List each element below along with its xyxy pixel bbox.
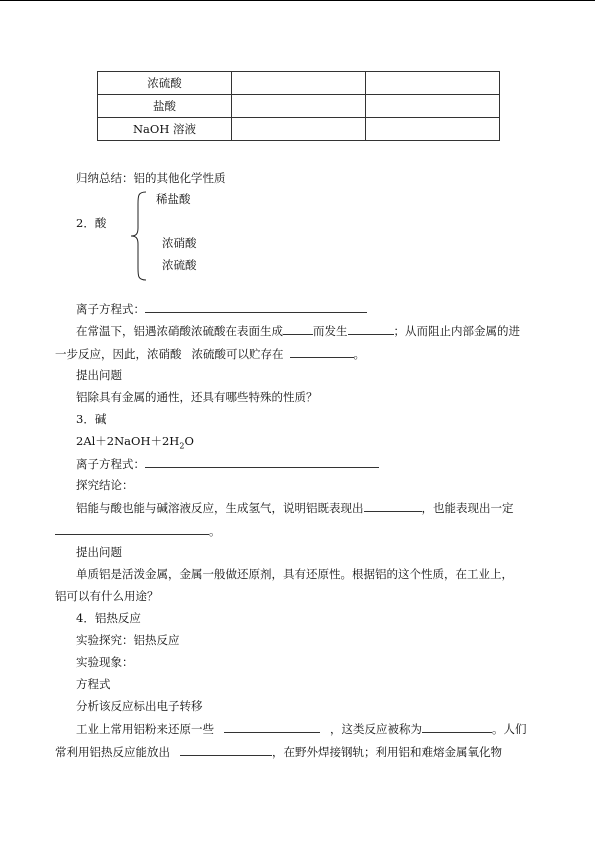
question-title: 提出问题 — [76, 545, 122, 559]
answer-blank — [422, 720, 492, 733]
text-segment: 而发生 — [313, 324, 348, 338]
text-segment: 工业上常用铝粉来还原一些 — [76, 722, 214, 736]
ion-equation-label: 离子方程式： — [76, 457, 145, 471]
paragraph-line — [76, 499, 514, 516]
text-segment: ；从而阻止内部金属的进 — [393, 324, 520, 338]
curly-brace-icon — [128, 190, 148, 282]
text-segment: O — [184, 434, 194, 448]
text-segment: 浓硫酸可以贮存在 — [191, 347, 284, 361]
table-cell — [232, 72, 366, 95]
table-cell — [366, 95, 500, 118]
table-row — [98, 95, 500, 118]
ion-equation-line-1 — [76, 300, 367, 317]
analysis-text: 分析该反应标出电子转移 — [76, 699, 203, 713]
table-cell — [232, 95, 366, 118]
table-cell — [366, 118, 500, 141]
text-segment: 铝能与酸也能与碱溶液反应，生成氢气，说明铝既表现出 — [76, 501, 364, 515]
chemical-equation — [76, 433, 194, 450]
acid-label: 2．酸 — [76, 216, 107, 230]
subscript: 2 — [179, 441, 185, 451]
experiment-inquiry: 实验探究：铝热反应 — [76, 633, 180, 647]
table-cell — [232, 118, 366, 141]
text-segment: 常利用铝热反应能放出 — [55, 745, 170, 759]
experiment-phenomenon: 实验现象： — [76, 655, 134, 669]
summary-title: 归纳总结：铝的其他化学性质 — [76, 171, 226, 185]
paragraph-line — [76, 322, 520, 339]
answer-blank — [145, 455, 379, 468]
table-cell — [366, 72, 500, 95]
conclusion-title: 探究结论： — [76, 478, 134, 492]
table-cell: 盐酸 — [98, 95, 232, 118]
answer-blank — [348, 322, 394, 335]
equation-label: 方程式 — [76, 677, 111, 691]
answer-blank — [224, 720, 320, 733]
base-label: 3．碱 — [76, 412, 107, 426]
thermite-label: 4．铝热反应 — [76, 611, 141, 625]
text-segment: ，也能表现出一定 — [421, 501, 514, 515]
ion-equation-label: 离子方程式： — [76, 302, 145, 316]
text-segment: 。人们 — [492, 722, 527, 736]
table-cell: NaOH 溶液 — [98, 118, 232, 141]
paragraph-line — [76, 720, 527, 737]
table-row — [98, 118, 500, 141]
paragraph-line: 单质铝是活泼金属，金属一般做还原剂，具有还原性。根据铝的这个性质，在工业上， — [76, 567, 513, 581]
paragraph-line — [55, 522, 221, 539]
text-segment: 。 — [353, 347, 365, 361]
question-text: 铝除具有金属的通性，还具有哪些特殊的性质？ — [76, 390, 318, 404]
text-segment: 在常温下，铝遇浓硝酸浓硫酸在表面生成 — [76, 324, 283, 338]
reaction-table — [97, 71, 500, 141]
paragraph-line — [55, 743, 502, 760]
top-rule — [0, 0, 595, 1]
answer-blank — [145, 300, 367, 313]
text-segment: ，在野外焊接钢轨；利用铝和难熔金属氧化物 — [272, 745, 502, 759]
acid-item: 稀盐酸 — [156, 192, 191, 206]
acid-item: 浓硝酸 — [162, 236, 197, 250]
ion-equation-line-2 — [76, 455, 379, 472]
paragraph-line — [55, 345, 365, 362]
acid-item: 浓硫酸 — [162, 258, 197, 272]
answer-blank — [364, 499, 422, 512]
table-cell: 浓硫酸 — [98, 72, 232, 95]
text-segment: ，这类反应被称为 — [330, 722, 422, 736]
text-segment: 一步反应，因此，浓硝酸 — [55, 347, 182, 361]
answer-blank — [180, 743, 272, 756]
paragraph-line: 铝可以有什么用途？ — [55, 589, 159, 603]
table-row — [98, 72, 500, 95]
text-segment: 2Al＋2NaOH＋2H — [76, 434, 180, 448]
answer-blank — [55, 522, 209, 535]
text-segment: 。 — [209, 524, 221, 538]
question-title: 提出问题 — [76, 368, 122, 382]
answer-blank — [290, 345, 354, 358]
answer-blank — [283, 322, 313, 335]
